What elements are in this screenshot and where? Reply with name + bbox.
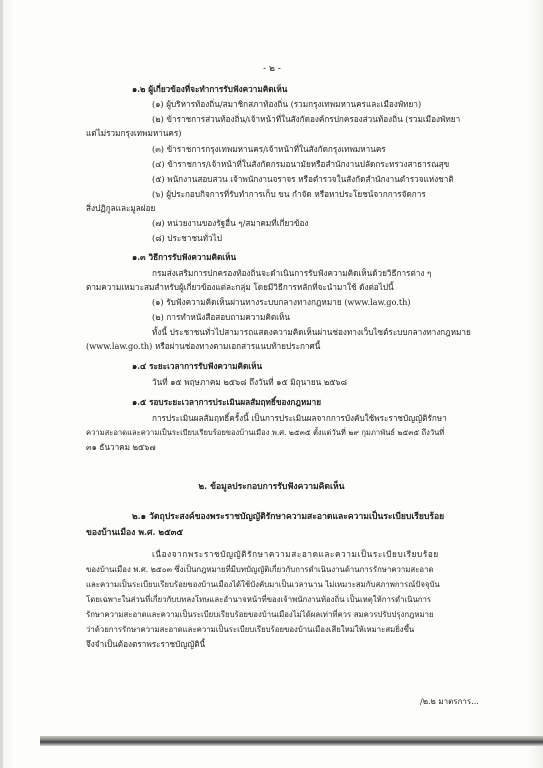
paragraph-line: ว่าด้วยการรักษาความสะอาดและความเป็นระเบียบเรียบร้อยของบ้านเมืองเสียใหม่ให้เหมาะสมยิ่งขึ้น <box>86 625 415 634</box>
section-1-4-heading: ๑.๔ ระยะเวลาการรับฟังความคิดเห็น <box>132 361 263 371</box>
paragraph-line: ความสะอาดและความเป็นระเบียบเรียบร้อยของบ้านเมือง พ.ศ. ๒๕๓๕ ตั้งแต่วันที่ ๒๙ กุมภาพันธ์ ๒๕๓๕ ถึงวันที่ <box>86 428 445 437</box>
paragraph-line: ๓๑ ธันวาคม ๒๕๖๗ <box>86 442 156 452</box>
list-item: (๓) ข้าราชการกรุงเทพมหานคร/เจ้าหน้าที่ในสังกัดกรุงเทพมหานคร <box>152 144 386 154</box>
paragraph-line: รักษาความสะอาดและความเป็นระเบียบเรียบร้อยของบ้านเมืองไม่ได้ผลเท่าที่ควร สมควรปรับปรุงกฎหมาย <box>86 610 434 619</box>
section-1-5-heading: ๑.๕ รอบระยะเวลาการประเมินผลสัมฤทธิ์ของกฎหมาย <box>132 397 322 407</box>
list-item: (๗) หน่วยงานของรัฐอื่น ๆ/สมาคมที่เกี่ยวข้อง <box>152 218 309 228</box>
list-item: (๑) ผู้บริหารท้องถิ่น/สมาชิกสภาท้องถิ่น (รวมกรุงเทพมหานครและเมืองพัทยา) <box>152 99 422 109</box>
list-item: (๕) พนักงานสอบสวน เจ้าพนักงานจราจร หรือตำรวจในสังกัดสำนักงานตำรวจแห่งชาติ <box>152 174 454 184</box>
paragraph-line: และความเป็นระเบียบเรียบร้อยของบ้านเมืองได้ใช้บังคับมาเป็นเวลานาน ไม่เหมาะสมกับสภาพการณ์ปัจจุบัน <box>86 580 440 589</box>
list-item-continuation: แต่ไม่รวมกรุงเทพมหานคร) <box>86 128 182 138</box>
list-item-continuation: สิ่งปฏิกูลและมูลฝอย <box>86 203 156 213</box>
paragraph-line: การประเมินผลสัมฤทธิ์ครั้งนี้ เป็นการประเมินผลจากการบังคับใช้พระราชบัญญัติรักษา <box>152 413 447 423</box>
section-2-1-heading-cont: ของบ้านเมือง พ.ศ. ๒๕๓๕ <box>86 528 183 538</box>
paragraph-line: โดยเฉพาะในส่วนที่เกี่ยวกับบทลงโทษและอำนาจหน้าที่ของเจ้าพนักงานท้องถิ่น เป็นเหตุให้การดำเนินการ <box>86 595 432 604</box>
paragraph-line: จึงจำเป็นต้องตราพระราชบัญญัตินี้ <box>86 639 206 649</box>
list-item: (๑) รับฟังความคิดเห็นผ่านทางระบบกลางทางกฎหมาย (www.law.go.th) <box>152 297 411 307</box>
scan-shadow-bottom <box>40 736 543 746</box>
section-1-2-heading: ๑.๒ ผู้เกี่ยวข้องที่จะทำการรับฟังความคิดเห็น <box>132 84 288 94</box>
list-item: (๘) ประชาชนทั่วไป <box>152 233 222 243</box>
period-dates: วันที่ ๑๕ พฤษภาคม ๒๕๖๘ ถึงวันที่ ๑๕ มิถุนายน ๒๕๖๘ <box>152 377 347 387</box>
paragraph-line: เนื่องจากพระราชบัญญัติรักษาความสะอาดและความเป็นระเบียบเรียบร้อย <box>152 549 439 559</box>
scan-edge-left <box>0 0 3 768</box>
page-number: - ๒ - <box>263 64 281 74</box>
continuation-footer: /๒.๒ มาตรการ... <box>420 697 479 706</box>
paragraph-line: กรมส่งเสริมการปกครองท้องถิ่นจะดำเนินการรับฟังความคิดเห็นด้วยวิธีการต่าง ๆ <box>152 268 432 278</box>
section-2-title: ๒. ข้อมูลประกอบการรับฟังความคิดเห็น <box>198 482 345 492</box>
list-item: (๖) ผู้ประกอบกิจการที่รับทำการเก็บ ขน กำจัด หรือหาประโยชน์จากการจัดการ <box>152 189 426 199</box>
paragraph-line: ของบ้านเมือง พ.ศ. ๒๕๐๓ ซึ่งเป็นกฎหมายที่มีบทบัญญัติเกี่ยวกับการดำเนินงานด้านการรักษาความสะอาด <box>86 565 434 574</box>
section-2-1-heading: ๒.๑ วัตถุประสงค์ของพระราชบัญญัติรักษาความสะอาดและความเป็นระเบียบเรียบร้อย <box>132 512 445 522</box>
list-item: (๔) ข้าราชการ/เจ้าหน้าที่ในสังกัดกรมอนามัยหรือสำนักงานปลัดกระทรวงสาธารณสุข <box>152 159 450 169</box>
paragraph-line: (www.law.go.th) หรือผ่านช่องทางตามเอกสารแนบท้ายประกาศนี้ <box>86 341 321 351</box>
paragraph-line: ทั้งนี้ ประชาชนทั่วไปสามารถแสดงความคิดเห็นผ่านช่องทางเว็บไซต์ระบบกลางทางกฎหมาย <box>152 327 471 337</box>
list-item: (๒) การทำหนังสือสอบถามความคิดเห็น <box>152 312 290 322</box>
list-item: (๒) ข้าราชการส่วนท้องถิ่น/เจ้าหน้าที่ในสังกัดองค์กรปกครองส่วนท้องถิ่น (รวมเมืองพัทยา <box>152 114 461 124</box>
section-1-3-heading: ๑.๓ วิธีการรับฟังความคิดเห็น <box>132 252 237 262</box>
paragraph-line: ตามความเหมาะสมสำหรับผู้เกี่ยวข้องแต่ละกลุ่ม โดยมีวิธีการหลักที่จะนำมาใช้ ดังต่อไปนี้ <box>86 282 394 292</box>
